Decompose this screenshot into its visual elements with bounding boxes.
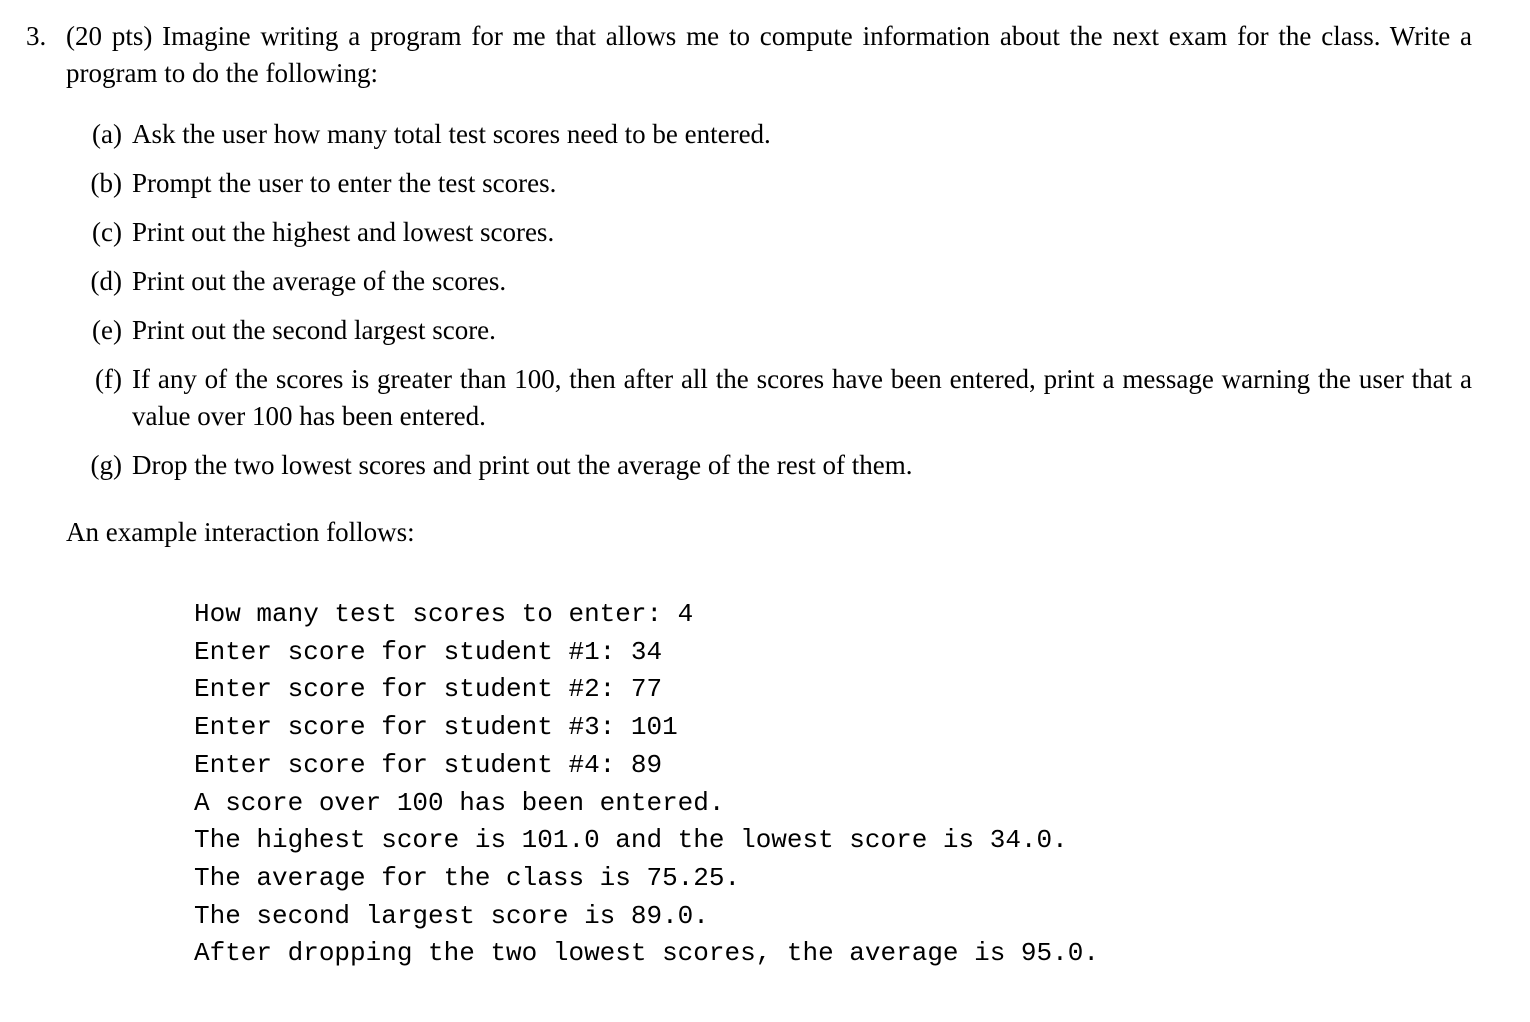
task-label: (g) <box>90 450 122 480</box>
problem-statement: (20 pts) Imagine writing a program for me that allows me to compute information about the next exam for the class. Write a program to do the following: <box>66 21 1472 88</box>
task-item <box>26 116 1472 153</box>
task-item <box>26 312 1472 349</box>
task-text: Print out the highest and lowest scores. <box>132 217 555 247</box>
task-label: (d) <box>90 266 122 296</box>
task-item <box>26 263 1472 300</box>
console-line: The average for the class is 75.25. <box>194 862 741 893</box>
console-line: The highest score is 101.0 and the lowest score is 34.0. <box>194 825 1068 856</box>
problem-number: 3. <box>26 21 47 51</box>
console-line: Enter score for student #4: 89 <box>194 749 663 780</box>
console-line: Enter score for student #1: 34 <box>194 636 663 667</box>
task-list <box>26 116 1472 484</box>
console-line: Enter score for student #3: 101 <box>194 712 678 743</box>
problem-block <box>26 18 1472 551</box>
task-text: Ask the user how many total test scores need to be entered. <box>132 119 771 149</box>
task-item <box>26 165 1472 202</box>
task-text: Drop the two lowest scores and print out the average of the rest of them. <box>132 450 913 480</box>
task-text: If any of the scores is greater than 100, then after all the scores have been entered, print a message warning the user that a value over 100 has been entered. <box>132 364 1472 431</box>
task-label: (a) <box>92 119 122 149</box>
task-item <box>26 361 1472 435</box>
task-label: (f) <box>95 364 122 394</box>
console-line: After dropping the two lowest scores, the average is 95.0. <box>194 938 1099 969</box>
console-line: A score over 100 has been entered. <box>194 787 725 818</box>
task-item <box>26 214 1472 251</box>
task-text: Print out the second largest score. <box>132 315 496 345</box>
console-line: The second largest score is 89.0. <box>194 900 709 931</box>
console-line: How many test scores to enter: 4 <box>194 599 694 629</box>
example-console-output <box>194 596 1099 973</box>
task-label: (b) <box>90 168 122 198</box>
task-label: (c) <box>92 217 122 247</box>
example-intro: An example interaction follows: <box>66 517 415 547</box>
console-line: Enter score for student #2: 77 <box>194 674 663 705</box>
task-item <box>26 447 1472 484</box>
task-text: Print out the average of the scores. <box>132 266 507 296</box>
task-label: (e) <box>92 315 122 345</box>
task-text: Prompt the user to enter the test scores. <box>132 168 557 198</box>
